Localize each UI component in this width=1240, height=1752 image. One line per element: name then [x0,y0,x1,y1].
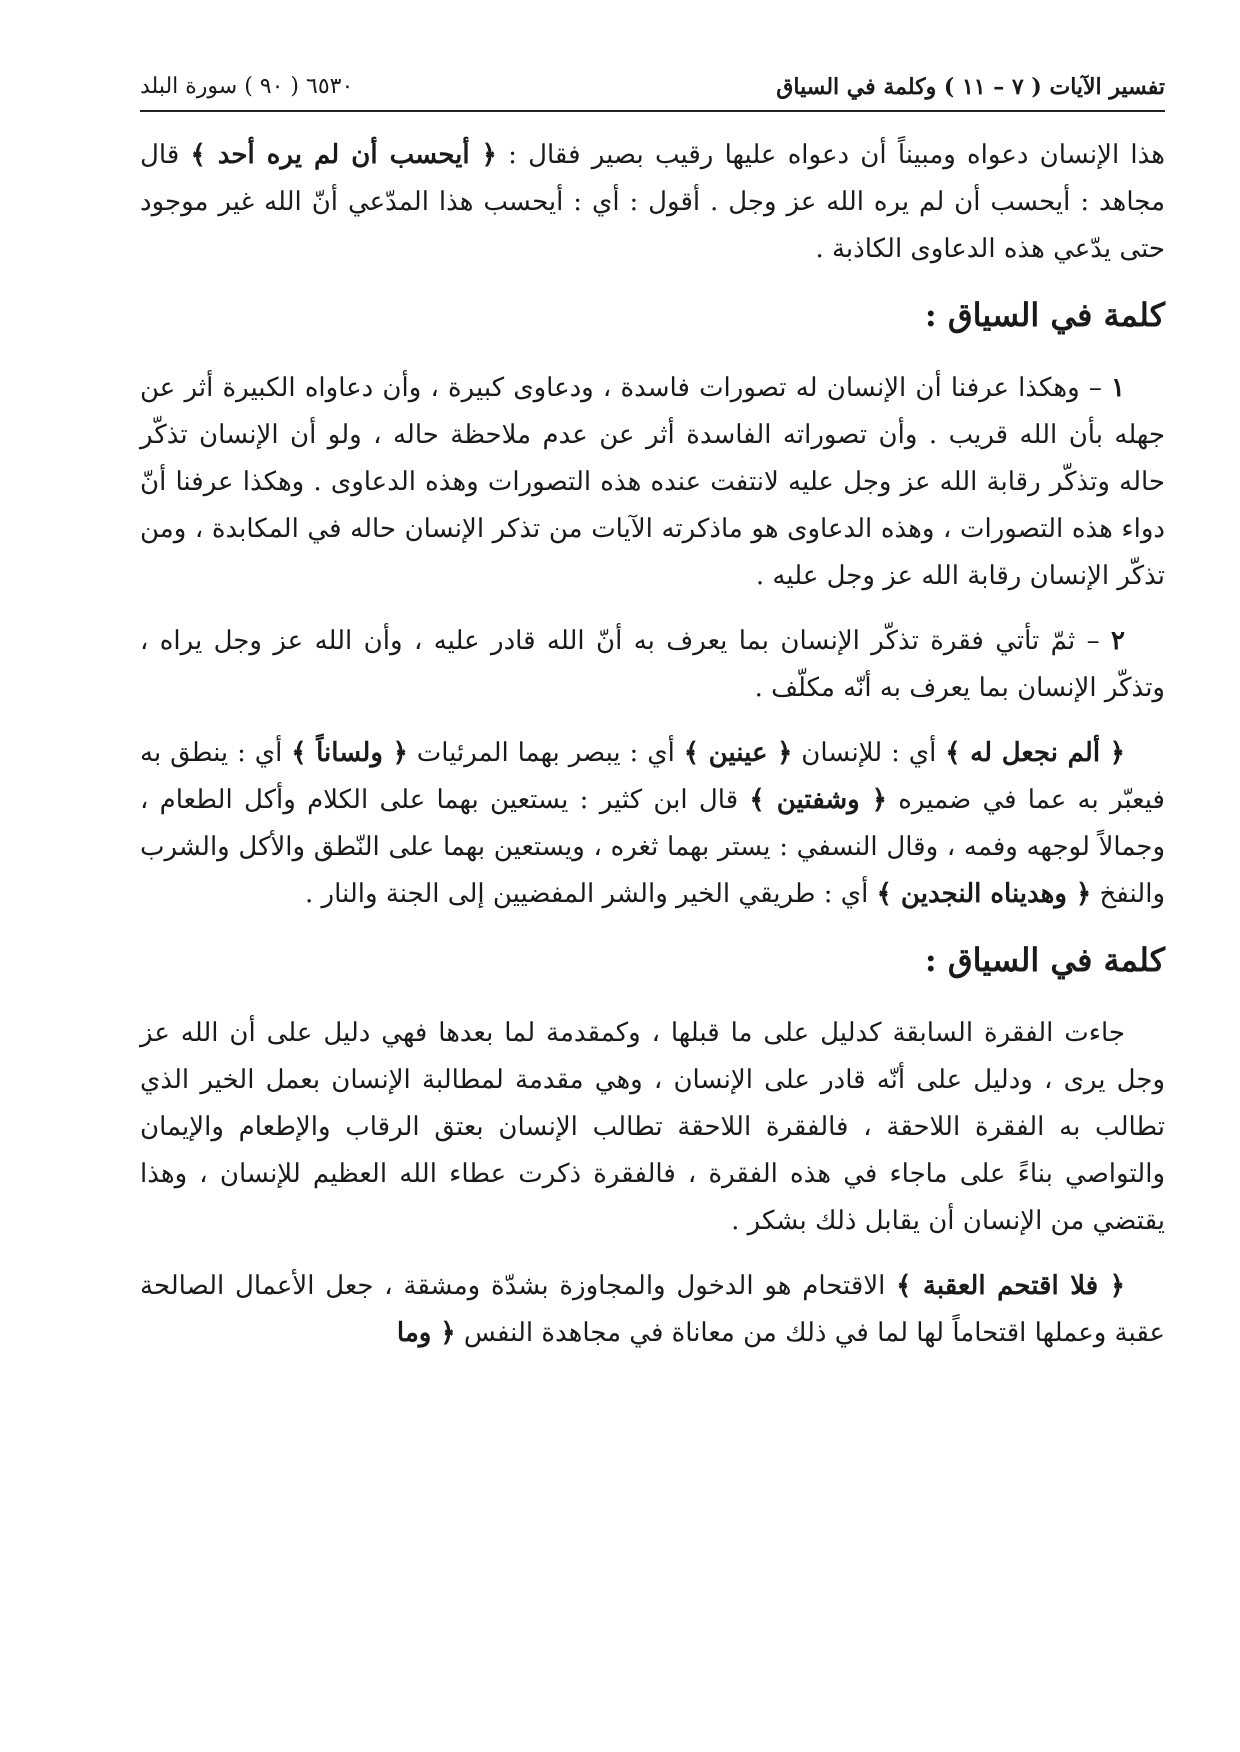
point-number: ٢ [1111,626,1125,656]
running-header [140,62,1165,112]
text-run: أي : يبصر بهما المرئيات [407,738,684,768]
paragraph-2 [140,365,1165,600]
paragraph-4 [140,730,1165,918]
section-heading-2: كلمة في السياق : [924,941,1165,979]
text-run: أي : طريقي الخير والشر المفضيين إلى الجنة والنار . [305,879,877,909]
point-number: ١ [1111,373,1125,403]
section-heading-1: كلمة في السياق : [924,296,1165,334]
text-run: الاقتحام هو الدخول والمجاوزة بشدّة ومشقة ، جعل الأعمال الصالحة عقبة وعملها اقتحاماً لها لما في ذلك من معاناة في مجاهدة النفس [140,1271,1165,1348]
page-body [140,132,1165,1375]
verse-quote: ﴿ وشفتين ﴾ [749,785,887,815]
text-run: أي : للإنسان [792,738,946,768]
verse-quote: ﴿ فلا اقتحم العقبة ﴾ [896,1271,1125,1301]
text-run: هذا الإنسان دعواه ومبيناً أن دعواه عليها رقيب بصير فقال : [496,140,1166,170]
verse-quote: ﴿ عينين ﴾ [683,738,793,768]
paragraph-5: جاءت الفقرة السابقة كدليل على ما قبلها ، وكمقدمة لما بعدها فهي دليل على أن الله عز وجل يرى ، ودليل على أنّه قادر على الإنسان ، وهي مقدمة لمطالبة الإنسان بعمل الخير الذي تطالب به الفقرة اللاحقة ، فالفقرة اللاحقة تطالب الإنسان بعتق الرقاب والإطعام والإيمان والتواصي بناءً على ماجاء في هذه الفقرة ، فالفقرة ذكرت عطاء الله العظيم للإنسان ، وهذا يقتضي من الإنسان أن يقابل ذلك بشكر . [140,1018,1165,1236]
text-run: قال ابن كثير : يستعين بهما على الكلام وأكل الطعام ، وجمالاً لوجهه وفمه ، وقال النسفي : يستر بهما ثغره ، ويستعين بهما على النّطق والأكل والشرب والنفخ [140,785,1165,909]
text-run: قال مجاهد : أيحسب أن لم يره الله عز وجل . أقول : أي : أيحسب هذا المدّعي أنّ الله غير موجود حتى يدّعي هذه الدعاوى الكاذبة . [140,140,1165,264]
header-page-info: ٦٥٣٠ ( ٩٠ ) سورة البلد [140,74,354,99]
verse-quote: ﴿ أيحسب أن لم يره أحد ﴾ [190,140,497,170]
text-run: – وهكذا عرفنا أن الإنسان له تصورات فاسدة ، ودعاوى كبيرة ، وأن دعاواه الكبيرة أثر عن جهله بأن الله قريب . وأن تصوراته الفاسدة أثر عن عدم ملاحظة حاله ، ولو أن الإنسان تذكّر حاله وتذكّر رقابة الله عز وجل عليه لانتفت عنده هذه التصورات وهذه الدعاوى . وهكذا عرفنا أنّ دواء هذه التصورات ، وهذه الدعاوى هو ماذكرته الآيات من تذكر الإنسان حاله في المكابدة ، ومن تذكّر الإنسان رقابة الله عز وجل عليه . [140,373,1165,591]
paragraph-6 [140,1263,1165,1357]
verse-quote: ﴿ ألم نجعل له ﴾ [945,738,1125,768]
verse-quote: ﴿ وما [396,1318,456,1348]
paragraph-1 [140,132,1165,273]
paragraph-3 [140,618,1165,712]
verse-quote: ﴿ ولساناً ﴾ [291,738,408,768]
text-run: أي : ينطق به فيعبّر به عما في ضميره [140,738,1165,815]
header-section-title: تفسير الآيات ( ٧ – ١١ ) وكلمة في السياق [776,74,1165,100]
verse-quote: ﴿ وهديناه النجدين ﴾ [876,879,1092,909]
text-run: – ثمّ تأتي فقرة تذكّر الإنسان بما يعرف به أنّ الله قادر عليه ، وأن الله عز وجل يراه ، وتذكّر الإنسان بما يعرف به أنّه مكلّف . [140,626,1165,703]
